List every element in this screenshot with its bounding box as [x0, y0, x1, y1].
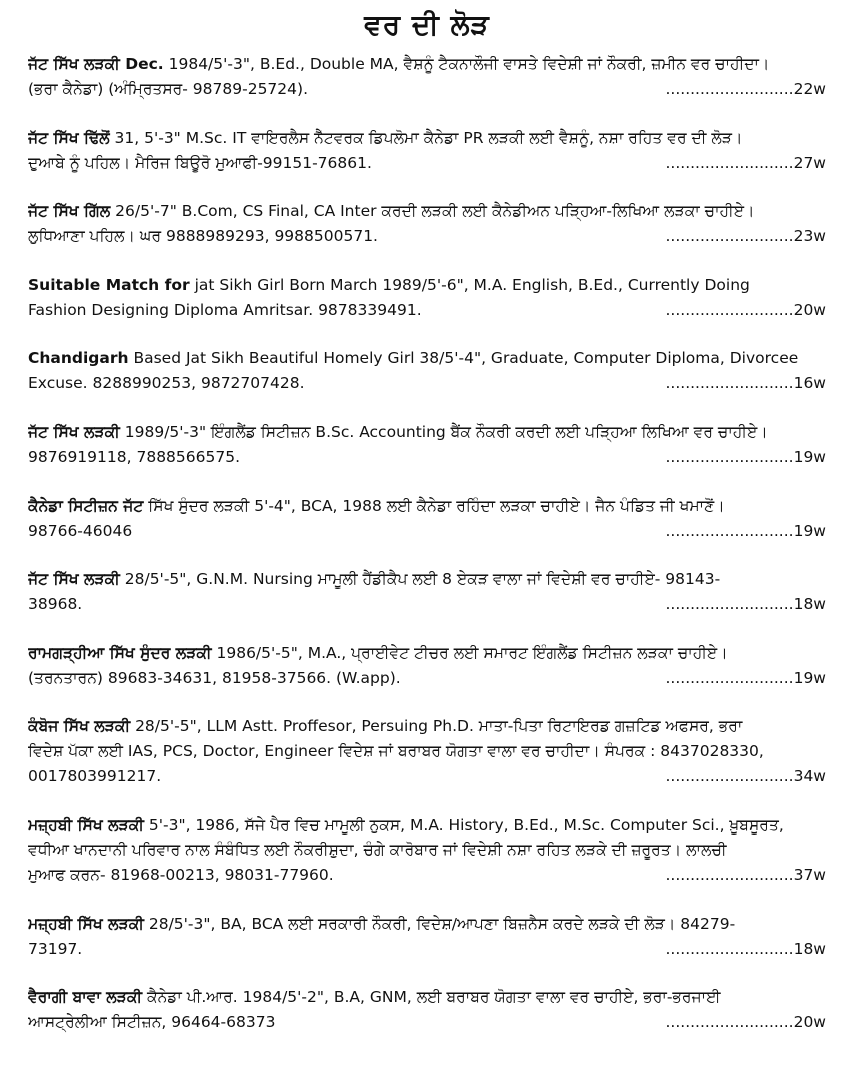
ad-heading: Suitable Match for — [28, 275, 190, 294]
ad-line — [28, 52, 826, 77]
ad-last-line — [28, 151, 826, 176]
classified-ad — [28, 985, 826, 1035]
ad-word-count: ..........................19w — [665, 521, 826, 540]
ad-contact: (ਭਰਾ ਕੈਨੇਡਾ) (ਅੰਮ੍ਰਿਤਸਰ- 98789-25724). — [28, 80, 308, 98]
ad-text: 1986/5'-5", M.A., ਪ੍ਰਾਈਵੇਟ ਟੀਚਰ ਲਈ ਸਮਾਰਟ ਇੰਗਲੈਂਡ ਸਿਟੀਜ਼ਨ ਲੜਕਾ ਚਾਹੀਏ। — [211, 643, 728, 662]
classified-ad — [28, 126, 826, 176]
ad-contact: (ਤਰਨਤਾਰਨ) 89683-34631, 81958-37566. (W.app). — [28, 668, 401, 687]
ad-line — [28, 567, 826, 592]
ad-last-line — [28, 863, 826, 888]
ad-word-count: ..........................19w — [665, 668, 826, 687]
ad-word-count: ..........................27w — [665, 153, 826, 172]
classified-ad — [28, 567, 826, 617]
ad-line — [28, 714, 826, 739]
ad-text: jat Sikh Girl Born March 1989/5'-6", M.A. English, B.Ed., Currently Doing — [189, 275, 750, 294]
ad-heading: ਵੈਰਾਗੀ ਬਾਵਾ ਲੜਕੀ — [28, 988, 143, 1007]
classified-ad — [28, 346, 826, 396]
ad-line — [28, 126, 826, 151]
ad-word-count: ..........................37w — [665, 865, 826, 884]
classified-ad — [28, 641, 826, 691]
classified-ad — [28, 494, 826, 544]
ad-heading: ਰਾਮਗੜ੍ਹੀਆ ਸਿੱਖ ਸੁੰਦਰ ਲੜਕੀ — [28, 643, 212, 662]
ad-line — [28, 985, 826, 1010]
ad-heading: ਜੱਟ ਸਿੱਖ ਗਿੱਲ — [28, 202, 111, 221]
page-title: ਵਰ ਦੀ ਲੋੜ — [364, 8, 490, 41]
ad-heading: ਮਜ਼੍ਹਬੀ ਸਿੱਖ ਲੜਕੀ — [28, 815, 144, 834]
ad-line — [28, 912, 826, 937]
ad-contact: ਦੁਆਬੇ ਨੂੰ ਪਹਿਲ। ਮੈਰਿਜ ਬਿਊਰੋ ਮੁਆਫੀ-99151-76861. — [28, 153, 372, 172]
ad-heading: ਜੱਟ ਸਿੱਖ ਲੜਕੀ — [28, 570, 120, 589]
ad-text: ਕੈਨੇਡਾ ਪੀ.ਆਰ. 1984/5'-2", B.A, GNM, ਲਈ ਬਰਾਬਰ ਯੋਗਤਾ ਵਾਲਾ ਵਰ ਚਾਹੀਏ, ਭਰਾ-ਭਰਜਾਈ — [142, 988, 721, 1007]
ad-contact: 73197. — [28, 939, 83, 958]
ad-text: 28/5'-5", G.N.M. Nursing ਮਾਮੂਲੀ ਹੈਂਡੀਕੈਪ ਲਈ 8 ਏਕੜ ਵਾਲਾ ਜਾਂ ਵਿਦੇਸ਼ੀ ਵਰ ਚਾਹੀਏ- 98143- — [119, 570, 721, 589]
ad-text: 26/5'-7" B.Com, CS Final, CA Inter ਕਰਦੀ ਲੜਕੀ ਲਈ ਕੈਨੇਡੀਅਨ ਪੜ੍ਹਿਆ-ਲਿਖਿਆ ਲੜਕਾ ਚਾਹੀਏ। — [110, 202, 755, 221]
ad-line — [28, 346, 826, 371]
ad-text: 31, 5'-3" M.Sc. IT ਵਾਇਰਲੈਸ ਨੈੱਟਵਰਕ ਡਿਪਲੋਮਾ ਕੈਨੇਡਾ PR ਲੜਕੀ ਲਈ ਵੈਸ਼ਨੂੰ, ਨਸ਼ਾ ਰਹਿਤ ਵਰ ਦੀ ਲੋੜ। — [109, 128, 743, 147]
classified-ad — [28, 199, 826, 249]
ad-word-count: ..........................18w — [665, 595, 826, 614]
ad-line — [28, 641, 826, 666]
ad-line: ਵਧੀਆ ਖਾਨਦਾਨੀ ਪਰਿਵਾਰ ਨਾਲ ਸੰਬੰਧਿਤ ਲਈ ਨੌਕਰੀਸ਼ੁਦਾ, ਚੰਗੇ ਕਾਰੋਬਾਰ ਜਾਂ ਵਿਦੇਸ਼ੀ ਨਸ਼ਾ ਰਹਿਤ ਲੜਕੇ ਦੀ ਜ਼ਰੂਰਤ। ਲਾਲਚੀ — [28, 840, 727, 859]
ad-contact: ਮੁਆਫ ਕਰਨ- 81968-00213, 98031-77960. — [28, 865, 334, 884]
ad-heading: ਕੈਨੇਡਾ ਸਿਟੀਜ਼ਨ ਜੱਟ — [28, 496, 144, 515]
ad-text: 1989/5'-3" ਇੰਗਲੈਂਡ ਸਿਟੀਜ਼ਨ B.Sc. Accounting ਬੈਂਕ ਨੌਕਰੀ ਕਰਦੀ ਲਈ ਪੜ੍ਹਿਆ ਲਿਖਿਆ ਵਰ ਚਾਹੀਏ। — [119, 422, 768, 441]
ad-contact: 9876919118, 7888566575. — [28, 447, 241, 466]
ad-contact: 0017803991217. — [28, 767, 162, 786]
ad-text: Based Jat Sikh Beautiful Homely Girl 38/5'-4", Graduate, Computer Diploma, Divorcee — [128, 349, 799, 368]
classified-ad — [28, 912, 826, 962]
ad-last-line — [28, 371, 826, 396]
ad-word-count: ..........................20w — [665, 300, 826, 319]
classified-ad — [28, 273, 826, 323]
ad-contact: ਲੁਧਿਆਣਾ ਪਹਿਲ। ਘਰ 9888989293, 9988500571. — [28, 227, 378, 246]
ad-word-count: ..........................23w — [665, 227, 826, 246]
ad-text: 28/5'-3", BA, BCA ਲਈ ਸਰਕਾਰੀ ਨੌਕਰੀ, ਵਿਦੇਸ਼/ਆਪਣਾ ਬਿਜ਼ਨੈਸ ਕਰਦੇ ਲੜਕੇ ਦੀ ਲੋੜ। 84279- — [143, 914, 736, 933]
ad-text: ਸਿੱਖ ਸੁੰਦਰ ਲੜਕੀ 5'-4", BCA, 1988 ਲਈ ਕੈਨੇਡਾ ਰਹਿੰਦਾ ਲੜਕਾ ਚਾਹੀਏ। ਜੈਨ ਪੰਡਿਤ ਜੀ ਖਮਾਣੋਂ। — [143, 496, 725, 515]
ad-heading: ਜੱਟ ਸਿੱਖ ਢਿੱਲੋਂ — [28, 128, 110, 147]
ad-word-count: ..........................22w — [665, 80, 826, 98]
classified-ad — [28, 813, 826, 888]
ad-last-line — [28, 77, 826, 102]
ad-last-line — [28, 1010, 826, 1035]
ad-heading: ਮਜ਼੍ਹਬੀ ਸਿੱਖ ਲੜਕੀ — [28, 914, 144, 933]
ad-heading: ਜੱਟ ਸਿੱਖ ਲੜਕੀ — [28, 422, 120, 441]
ad-contact: ਆਸਟ੍ਰੇਲੀਆ ਸਿਟੀਜ਼ਨ, 96464-68373 — [28, 1013, 276, 1032]
ad-last-line — [28, 224, 826, 249]
ad-line — [28, 273, 826, 298]
classified-ad — [28, 420, 826, 470]
ad-last-line — [28, 298, 826, 323]
ad-contact: Excuse. 8288990253, 9872707428. — [28, 374, 305, 393]
ad-contact: 98766-46046 — [28, 521, 133, 540]
classified-ad — [28, 714, 826, 789]
ad-line — [28, 420, 826, 445]
ad-line — [28, 813, 826, 838]
ad-last-line — [28, 764, 826, 789]
ad-last-line — [28, 666, 826, 691]
ad-line: ਵਿਦੇਸ਼ ਪੱਕਾ ਲਈ IAS, PCS, Doctor, Engineer ਵਿਦੇਸ਼ ਜਾਂ ਬਰਾਬਰ ਯੋਗਤਾ ਵਾਲਾ ਵਰ ਚਾਹੀਦਾ। ਸੰਪਰਕ : 8437028330, — [28, 742, 764, 761]
ad-heading: ਕੰਬੋਜ ਸਿੱਖ ਲੜਕੀ — [28, 717, 131, 736]
ad-word-count: ..........................34w — [665, 767, 826, 786]
ad-heading: ਜੱਟ ਸਿੱਖ ਲੜਕੀ Dec. — [28, 55, 164, 73]
ad-text: 1984/5'-3", B.Ed., Double MA, ਵੈਸ਼ਨੂੰ ਟੈਕਨਾਲੌਜੀ ਵਾਸਤੇ ਵਿਦੇਸ਼ੀ ਜਾਂ ਨੌਕਰੀ, ਜ਼ਮੀਨ ਵਰ ਚਾਹੀਦਾ। — [163, 55, 770, 73]
ad-heading: Chandigarh — [28, 349, 129, 368]
ad-last-line — [28, 937, 826, 962]
ad-word-count: ..........................18w — [665, 939, 826, 958]
ad-contact: 38968. — [28, 595, 83, 614]
ad-last-line — [28, 445, 826, 470]
ad-contact: Fashion Designing Diploma Amritsar. 9878339491. — [28, 300, 422, 319]
ad-word-count: ..........................16w — [665, 374, 826, 393]
ad-word-count: ..........................19w — [665, 447, 826, 466]
ad-last-line — [28, 592, 826, 617]
ad-word-count: ..........................20w — [665, 1013, 826, 1032]
ads-list — [28, 52, 826, 1035]
classified-ad — [28, 52, 826, 102]
ad-text: 5'-3", 1986, ਸੱਜੇ ਪੈਰ ਵਿਚ ਮਾਮੂਲੀ ਨੁਕਸ, M.A. History, B.Ed., M.Sc. Computer Sci., ਖ਼ੂਬਸੂਰਤ, — [143, 815, 784, 834]
ad-text: 28/5'-5", LLM Astt. Proffesor, Persuing Ph.D. ਮਾਤਾ-ਪਿਤਾ ਰਿਟਾਇਰਡ ਗਜ਼ਟਿਡ ਅਫਸਰ, ਭਰਾ — [130, 717, 743, 736]
ad-last-line — [28, 519, 826, 544]
ad-line — [28, 494, 826, 519]
ad-line — [28, 199, 826, 224]
